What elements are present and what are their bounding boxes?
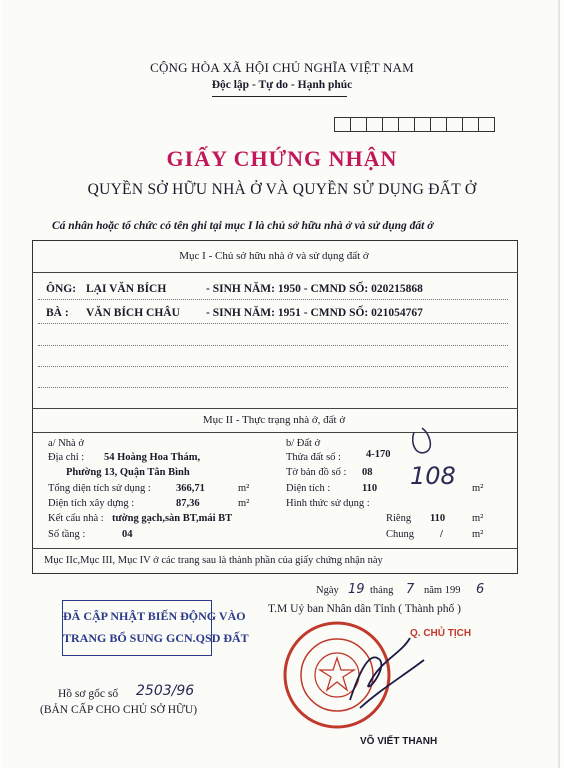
address-line2: Phường 13, Quận Tân Bình: [66, 467, 190, 478]
owner1-details: - SINH NĂM: 1950 - CMND SỐ: 020215868: [206, 283, 423, 295]
floors-value: 04: [122, 529, 133, 540]
stamp-line2: TRANG BỔ SUNG GCN.QSD ĐẤT: [63, 631, 249, 645]
shared-value: /: [440, 529, 443, 540]
private-label: Riêng: [386, 513, 412, 524]
section2-top-divider: [32, 408, 518, 409]
total-area-label: Tổng diện tích sử dụng :: [48, 483, 151, 494]
intro-text: Cá nhân hoặc tổ chức có tên ghi tại mục I là chủ sở hữu nhà ở và sử dụng đất ở: [52, 220, 434, 232]
date-year-digit: 6: [476, 582, 485, 597]
document-subtitle: QUYỀN SỞ HỮU NHÀ Ở VÀ QUYỀN SỬ DỤNG ĐẤT Ở: [87, 181, 477, 198]
date-month: 7: [406, 582, 415, 597]
floors-label: Số tầng :: [48, 529, 86, 540]
parcel-label: Thửa đất số :: [286, 452, 341, 463]
built-area-label: Diện tích xây dựng :: [48, 498, 135, 509]
footnote: Mục IIc,Mục III, Mục IV ở các trang sau là thành phần của giấy chứng nhận này: [44, 555, 383, 566]
house-heading: a/ Nhà ở: [48, 438, 84, 449]
update-stamp: [62, 600, 249, 656]
built-area-unit: m²: [238, 498, 250, 509]
date-month-label: tháng: [370, 585, 394, 596]
owner2-details: - SINH NĂM: 1951 - CMND SỐ: 021054767: [206, 307, 423, 319]
owner1-title: ÔNG:: [46, 283, 77, 295]
dotted-line: [38, 345, 508, 346]
record-number: 2503/96: [136, 683, 195, 699]
issuing-authority: T.M Uỷ ban Nhân dân Tỉnh ( Thành phố ): [268, 603, 461, 615]
section2-divider: [32, 432, 518, 433]
owner2-name: VĂN BÍCH CHÂU: [86, 307, 180, 319]
shared-unit: m²: [472, 529, 484, 540]
national-motto: Độc lập - Tự do - Hạnh phúc: [211, 79, 353, 91]
serial-number-boxes: [334, 117, 494, 132]
section2-heading: Mục II - Thực trạng nhà ở, đất ở: [202, 414, 346, 426]
date-day: 19: [348, 582, 365, 597]
parcel-value: 4-170: [366, 449, 391, 460]
signer-role: Q. CHỦ TỊCH: [410, 628, 472, 639]
land-area-handwritten: 108: [410, 462, 456, 490]
total-area-value: 366,71: [176, 483, 205, 494]
owner2-title: BÀ :: [46, 307, 69, 319]
map-sheet-label: Tờ bản đồ số :: [286, 467, 347, 478]
date-year-label: năm 199: [424, 585, 461, 596]
check-mark-icon: [408, 424, 438, 460]
record-label: Hồ sơ gốc số: [58, 688, 119, 700]
structure-label: Kết cấu nhà :: [48, 513, 104, 524]
dotted-line: [38, 387, 508, 388]
dotted-line: [38, 299, 508, 300]
owner1-name: LẠI VĂN BÍCH: [86, 283, 167, 295]
section1-heading: Mục I - Chủ sở hữu nhà ở và sử dụng đất ở: [179, 250, 369, 262]
land-heading: b/ Đất ở: [286, 438, 321, 449]
section1-divider: [32, 272, 518, 273]
land-area-value: 110: [362, 483, 378, 494]
document-title: GIẤY CHỨNG NHẬN: [166, 146, 398, 171]
map-sheet-value: 08: [362, 467, 373, 478]
land-area-unit: m²: [472, 483, 484, 494]
motto-underline: [212, 96, 347, 97]
date-prefix: Ngày: [316, 585, 339, 596]
usage-label: Hình thức sử dụng :: [286, 498, 370, 509]
private-value: 110: [430, 513, 446, 524]
address-label: Địa chỉ :: [48, 452, 85, 463]
land-area-label: Diện tích :: [286, 483, 331, 494]
private-unit: m²: [472, 513, 484, 524]
structure-value: tường gạch,sàn BT,mái BT: [112, 513, 233, 524]
address-line1: 54 Hoàng Hoa Thám,: [104, 452, 201, 463]
dotted-line: [38, 323, 508, 324]
national-name: CỘNG HÒA XÃ HỘI CHỦ NGHĨA VIỆT NAM: [150, 60, 414, 75]
stamp-line1: ĐÃ CẬP NHẬT BIẾN ĐỘNG VÀO: [63, 609, 246, 623]
dotted-line: [38, 366, 508, 367]
built-area-value: 87,36: [176, 498, 200, 509]
footnote-divider: [32, 548, 518, 549]
total-area-unit: m²: [238, 483, 250, 494]
signer-name: VÕ VIẾT THANH: [360, 736, 438, 747]
record-note: (BẢN CẤP CHO CHỦ SỞ HỮU): [40, 704, 198, 716]
signature-icon: [340, 630, 430, 720]
shared-label: Chung: [386, 529, 415, 540]
